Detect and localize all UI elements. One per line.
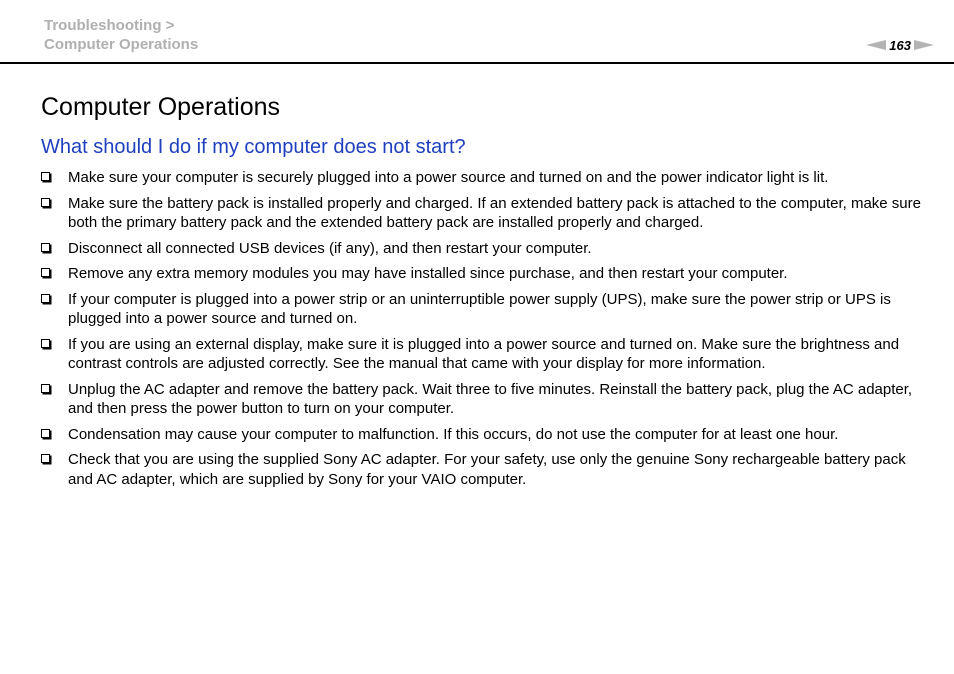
breadcrumb-section-link[interactable]: Troubleshooting > bbox=[44, 17, 175, 34]
list-item-text: Make sure the battery pack is installed properly and charged. If an extended battery pack is attached to the computer, make sure both the primary battery pack and the extended battery pack are installed properly and charged. bbox=[68, 194, 921, 231]
checkbox-bullet-icon bbox=[41, 429, 50, 438]
list-item bbox=[41, 239, 921, 259]
breadcrumb bbox=[44, 16, 198, 54]
list-item-text: Disconnect all connected USB devices (if any), and then restart your computer. bbox=[68, 239, 592, 257]
page-number: 163 bbox=[889, 37, 911, 53]
list-item-text: Condensation may cause your computer to malfunction. If this occurs, do not use the computer for at least one hour. bbox=[68, 425, 839, 443]
list-item-text: If you are using an external display, make sure it is plugged into a power source and turned on. Make sure the brightness and contrast controls are adjusted correctly. See the manual that came with your display for more information. bbox=[68, 335, 900, 372]
section-heading: What should I do if my computer does not start? bbox=[41, 136, 466, 158]
list-item-text: Make sure your computer is securely plugged into a power source and turned on and the power indicator light is lit. bbox=[68, 169, 829, 186]
checkbox-bullet-icon bbox=[41, 339, 50, 348]
checkbox-bullet-icon bbox=[41, 294, 50, 303]
list-item bbox=[41, 450, 921, 489]
next-page-arrow-icon[interactable] bbox=[914, 40, 934, 50]
checkbox-bullet-icon bbox=[41, 268, 50, 277]
list-item bbox=[41, 194, 921, 233]
list-item-text: Remove any extra memory modules you may have installed since purchase, and then restart your computer. bbox=[68, 265, 788, 282]
page-navigation bbox=[866, 37, 934, 53]
list-item bbox=[41, 290, 921, 329]
troubleshooting-list bbox=[41, 168, 921, 495]
checkbox-bullet-icon bbox=[41, 198, 50, 207]
checkbox-bullet-icon bbox=[41, 172, 50, 181]
header-divider bbox=[0, 62, 954, 64]
list-item-text: Unplug the AC adapter and remove the battery pack. Wait three to five minutes. Reinstall the battery pack, plug the AC adapter, and then press the power button to turn on your computer. bbox=[68, 380, 913, 417]
checkbox-bullet-icon bbox=[41, 384, 50, 393]
page-title: Computer Operations bbox=[41, 93, 281, 121]
prev-page-arrow-icon[interactable] bbox=[866, 40, 886, 50]
checkbox-bullet-icon bbox=[41, 454, 50, 463]
list-item-text: If your computer is plugged into a power strip or an uninterruptible power supply (UPS), make sure the power strip or UPS is plugged into a power source and turned on. bbox=[68, 290, 891, 327]
list-item bbox=[41, 264, 921, 284]
list-item bbox=[41, 335, 921, 374]
checkbox-bullet-icon bbox=[41, 243, 50, 252]
list-item bbox=[41, 425, 921, 445]
list-item bbox=[41, 168, 921, 188]
list-item bbox=[41, 380, 921, 419]
list-item-text: Check that you are using the supplied Sony AC adapter. For your safety, use only the genuine Sony rechargeable battery pack and AC adapter, which are supplied by Sony for your VAIO computer. bbox=[68, 451, 906, 488]
breadcrumb-current-page[interactable]: Computer Operations bbox=[44, 36, 199, 53]
